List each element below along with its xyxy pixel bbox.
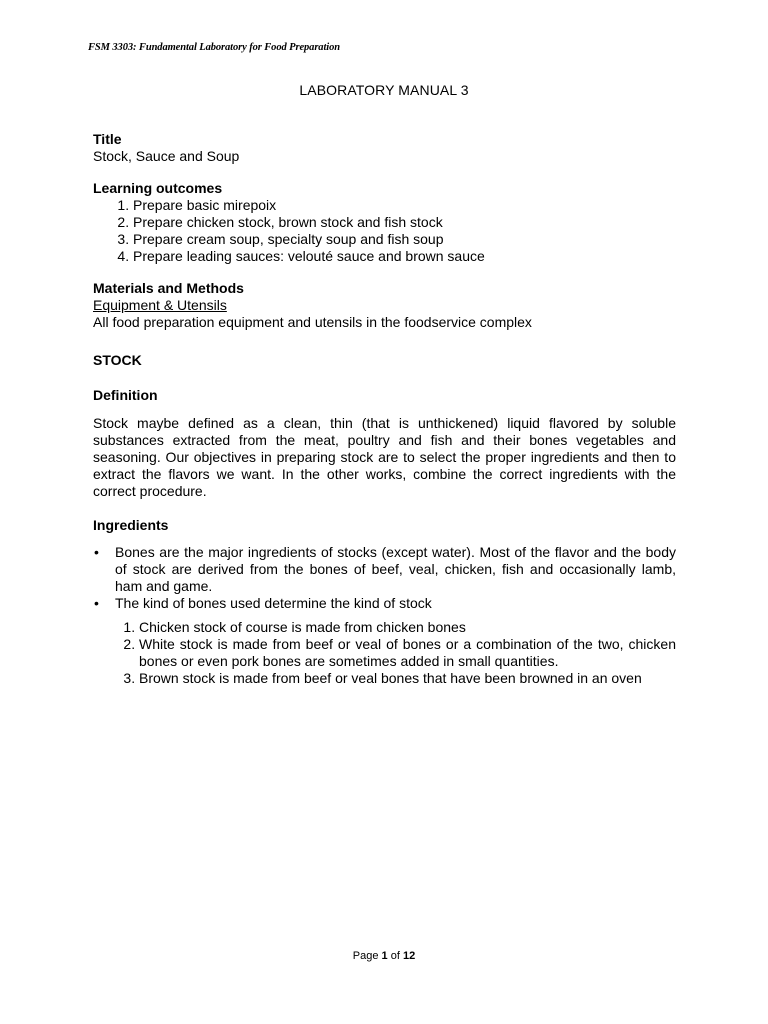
title-text: Stock, Sauce and Soup [93,148,240,164]
learning-outcomes-list [93,197,676,265]
bullet-icon: • [94,544,99,560]
learning-outcomes-heading: Learning outcomes [93,180,223,196]
equipment-subheading: Equipment & Utensils [93,297,227,313]
document-body [93,131,676,687]
page-word: Page [352,950,379,962]
page-total: 12 [402,950,416,962]
list-item: 4. Prepare leading sauces: velouté sauce and brown sauce [133,248,676,265]
title-heading: Title [93,131,122,147]
bullet-icon: • [94,595,99,611]
list-item: 1. Chicken stock of course is made from chicken bones [139,619,676,636]
definition-paragraph: Stock maybe defined as a clean, thin (that is unthickened) liquid flavored by soluble substances extracted from the meat, poultry and fish and their bones vegetables and seasoning. Our objectives in preparing stock are to select the proper ingredients and then to extract the flavors we want. In the other works, combine the correct ingredients with the correct procedure. [93,415,676,499]
list-item: 3. Prepare cream soup, specialty soup and fish soup [133,231,676,248]
definition-heading: Definition [93,387,158,403]
list-item: • The kind of bones used determine the kind of stock [94,595,432,611]
page-current: 1 [381,950,388,962]
stock-heading: STOCK [93,352,142,368]
course-header: FSM 3303: Fundamental Laboratory for Food Preparation [88,42,340,53]
page-footer [0,950,768,962]
ingredients-bullet-list [93,544,676,612]
list-item: 2. Prepare chicken stock, brown stock and fish stock [133,214,676,231]
doc-title: LABORATORY MANUAL 3 [299,82,469,98]
list-item: 2. White stock is made from beef or veal of bones or a combination of the two, chicken bones or even pork bones are sometimes added in small quantities. [139,636,676,670]
stock-types-list [93,619,676,687]
ingredients-heading: Ingredients [93,517,169,533]
materials-heading: Materials and Methods [93,280,244,296]
of-word: of [390,950,400,962]
list-item: • Bones are the major ingredients of stocks (except water). Most of the flavor and the body of stock are derived from the bones of beef, veal, chicken, fish and occasionally lamb, ham and game. [94,544,676,594]
materials-text: All food preparation equipment and utensils in the foodservice complex [93,314,532,330]
list-item: 1. Prepare basic mirepoix [133,197,676,214]
list-item: 3. Brown stock is made from beef or veal bones that have been browned in an oven [139,670,676,687]
